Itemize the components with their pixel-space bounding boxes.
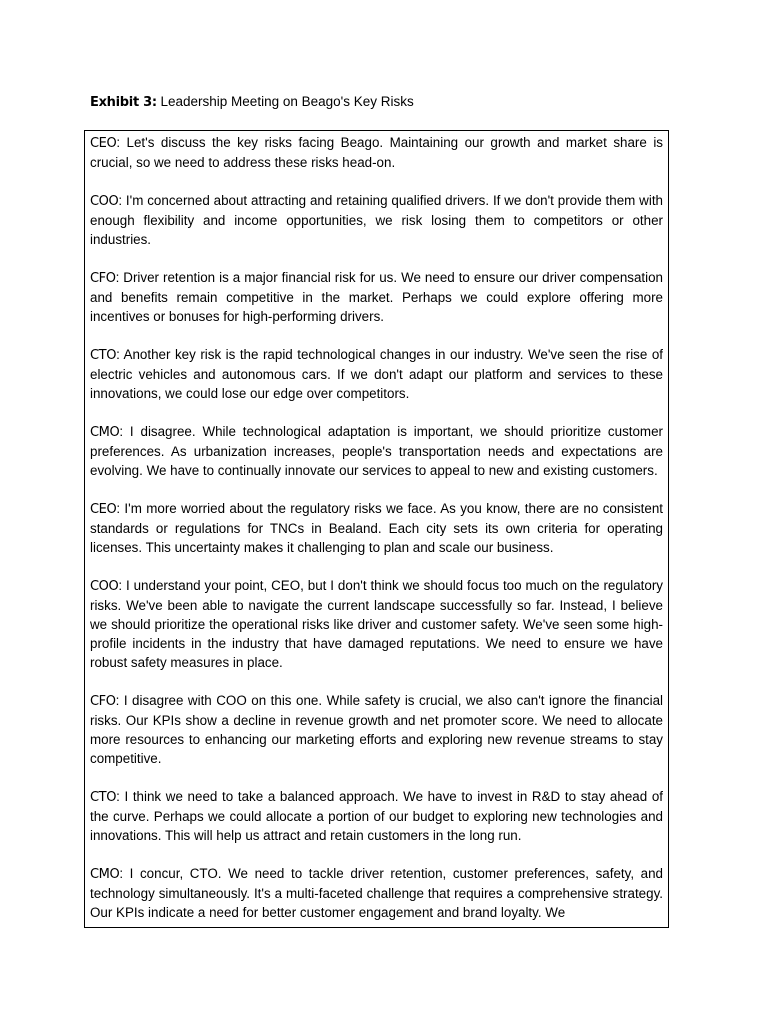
speaker-label: CTO — [90, 348, 117, 363]
speaker-label: CTO — [90, 790, 117, 805]
speaker-label: CMO — [90, 867, 120, 882]
dialogue-turn — [90, 422, 663, 480]
dialogue-turn — [90, 133, 663, 172]
dialogue-text: : I disagree with COO on this one. While safety is crucial, we also can't ignore the financial risks. Our KPIs show a decline in revenue growth and net promoter score. We need to allocate more resources to enhancing our marketing efforts and exploring new revenue streams to stay competitive. — [90, 693, 663, 766]
dialogue-text: : Driver retention is a major financial risk for us. We need to ensure our driver compensation and benefits remain competitive in the market. Perhaps we could explore offering more incentives or bonuses for high-performing drivers. — [90, 270, 663, 324]
speaker-label: CFO — [90, 271, 116, 286]
dialogue-turn — [90, 576, 663, 672]
dialogue-text: : I think we need to take a balanced approach. We have to invest in R&D to stay ahead of the curve. Perhaps we could allocate a portion of our budget to exploring new technologies and innovations. This will help us attract and retain customers in the long run. — [90, 789, 663, 843]
dialogue-text: : I disagree. While technological adaptation is important, we should prioritize customer preferences. As urbanization increases, people's transportation needs and expectations are evolving. We have to continually innovate our services to appeal to new and existing customers. — [90, 424, 663, 478]
exhibit-heading — [90, 93, 414, 112]
dialogue-text: : I'm more worried about the regulatory risks we face. As you know, there are no consistent standards or regulations for TNCs in Bealand. Each city sets its own criteria for operating licenses. This uncertainty makes it challenging to plan and scale our business. — [90, 501, 663, 555]
dialogue-turn — [90, 191, 663, 249]
dialogue-turn — [90, 787, 663, 845]
dialogue-text: : I concur, CTO. We need to tackle driver retention, customer preferences, safety, and technology simultaneously. It's a multi-faceted challenge that requires a comprehensive strategy. Our KPIs indicate a need for better customer engagement and brand loyalty. We — [90, 866, 663, 920]
exhibit-label: Exhibit 3: — [90, 95, 157, 110]
dialogue-turn — [90, 268, 663, 326]
meeting-transcript-box — [84, 130, 669, 928]
dialogue-text: : I'm concerned about attracting and retaining qualified drivers. If we don't provide them with enough flexibility and income opportunities, we risk losing them to competitors or other industries. — [90, 193, 663, 247]
dialogue-text: : Let's discuss the key risks facing Beago. Maintaining our growth and market share is crucial, so we need to address these risks head-on. — [90, 135, 663, 170]
exhibit-title: Leadership Meeting on Beago's Key Risks — [160, 94, 414, 109]
dialogue-text: : I understand your point, CEO, but I don't think we should focus too much on the regulatory risks. We've been able to navigate the current landscape successfully so far. Instead, I believe we should prioritize the operational risks like driver and customer safety. We've seen some high-profile incidents in the industry that have damaged reputations. We need to ensure we have robust safety measures in place. — [90, 578, 663, 670]
speaker-label: COO — [90, 579, 119, 594]
speaker-label: CEO — [90, 502, 117, 517]
speaker-label: CFO — [90, 694, 116, 709]
dialogue-turn — [90, 691, 663, 768]
speaker-label: CMO — [90, 425, 120, 440]
speaker-label: CEO — [90, 136, 117, 151]
dialogue-turn — [90, 499, 663, 557]
dialogue-turn — [90, 345, 663, 403]
dialogue-text: : Another key risk is the rapid technological changes in our industry. We've seen the rise of electric vehicles and autonomous cars. If we don't adapt our platform and services to these innovations, we could lose our edge over competitors. — [90, 347, 663, 401]
speaker-label: COO — [90, 194, 119, 209]
dialogue-turn — [90, 864, 663, 922]
